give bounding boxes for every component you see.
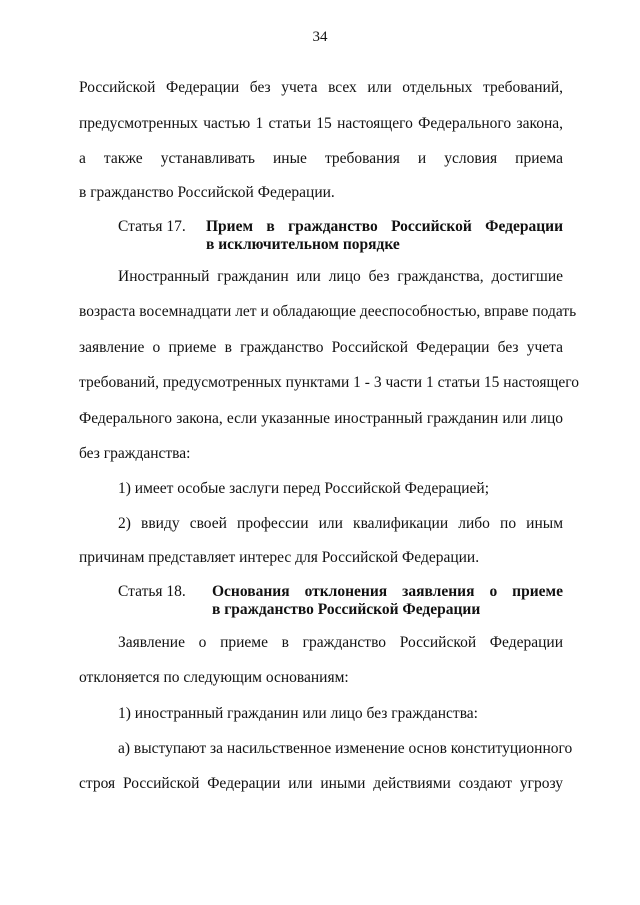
list-item: 1) иностранный гражданин или лицо без гражданства: <box>118 705 478 722</box>
list-item: а) выступают за насильственное изменение основ конституционного <box>118 740 573 757</box>
article-label: Статья 18. <box>118 583 186 600</box>
paragraph-line: Иностранный гражданин или лицо без гражданства, достигшие <box>118 268 563 285</box>
paragraph-line: требований, предусмотренных пунктами 1 - 3 части 1 статьи 15 настоящего <box>79 374 580 391</box>
paragraph-line: без гражданства: <box>79 445 191 462</box>
paragraph-line: отклоняется по следующим основаниям: <box>79 669 349 686</box>
list-item-continuation: строя Российской Федерации или иными действиями создают угрозу <box>79 775 563 792</box>
article-title-continuation: в исключительном порядке <box>206 236 400 253</box>
article-title: Основания отклонения заявления о приеме <box>212 583 563 600</box>
article-18-heading <box>118 583 563 619</box>
page-number: 34 <box>312 29 328 45</box>
paragraph-line: предусмотренных частью 1 статьи 15 настоящего Федерального закона, <box>79 115 563 132</box>
article-title-continuation: в гражданство Российской Федерации <box>212 601 481 618</box>
paragraph-line: заявление о приеме в гражданство Российской Федерации без учета <box>79 339 563 356</box>
paragraph-line: Федерального закона, если указанные иностранный гражданин или лицо <box>79 410 563 427</box>
article-label: Статья 17. <box>118 218 186 235</box>
paragraph-line: а также устанавливать иные требования и условия приема <box>79 150 563 167</box>
article-17-heading <box>118 218 563 254</box>
paragraph-line: Российской Федерации без учета всех или отдельных требований, <box>79 79 563 96</box>
paragraph-line: в гражданство Российской Федерации. <box>79 184 335 201</box>
paragraph-line: Заявление о приеме в гражданство Российской Федерации <box>118 634 563 651</box>
article-title: Прием в гражданство Российской Федерации <box>206 218 563 235</box>
paragraph-line: возраста восемнадцати лет и обладающие дееспособностью, вправе подать <box>79 303 577 320</box>
list-item: 2) ввиду своей профессии или квалификации либо по иным <box>118 515 563 532</box>
list-item-continuation: причинам представляет интерес для Российской Федерации. <box>79 549 480 566</box>
list-item: 1) имеет особые заслуги перед Российской Федерацией; <box>118 480 490 497</box>
